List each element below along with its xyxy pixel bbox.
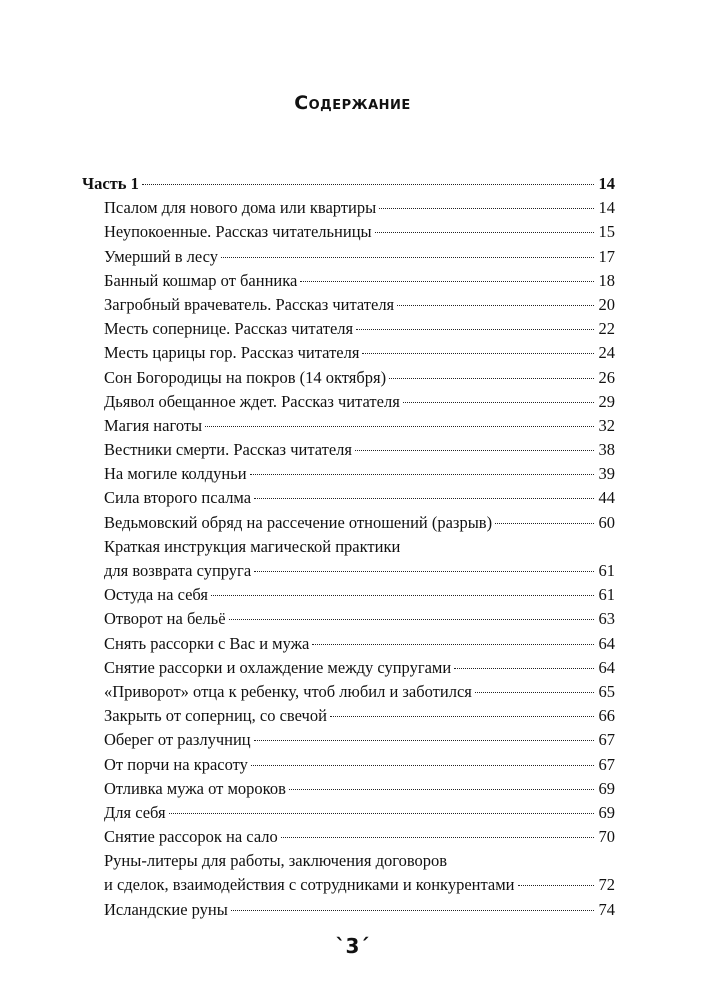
- toc-entry[interactable]: [104, 559, 615, 583]
- toc-entry[interactable]: [104, 583, 615, 607]
- toc-entry-page: 64: [598, 633, 615, 653]
- toc-entry[interactable]: [104, 511, 615, 535]
- toc-entry-page: 26: [598, 367, 615, 387]
- toc-entry-title: Исландские руны: [104, 899, 228, 919]
- toc-entry[interactable]: [104, 898, 615, 922]
- dot-leader: [495, 523, 594, 524]
- dot-leader: [254, 498, 594, 499]
- toc-entry[interactable]: [104, 777, 615, 801]
- toc-entry[interactable]: [104, 245, 615, 269]
- toc-entry[interactable]: [104, 801, 615, 825]
- toc-entry[interactable]: [104, 196, 615, 220]
- dot-leader: [250, 474, 594, 475]
- toc-entry[interactable]: [104, 825, 615, 849]
- toc-entry[interactable]: [104, 438, 615, 462]
- dot-leader: [254, 740, 594, 741]
- toc-entry-title: Неупокоенные. Рассказ читательницы: [104, 222, 372, 242]
- toc-entry-title: Сила второго псалма: [104, 488, 252, 508]
- toc-entry-title: Снятие рассорок на сало: [104, 827, 278, 847]
- toc-entry[interactable]: [104, 414, 615, 438]
- toc-entry-title: Вестники смерти. Рассказ читателя: [104, 440, 352, 460]
- toc-entry[interactable]: [104, 873, 615, 897]
- toc-entry[interactable]: [104, 632, 615, 656]
- dot-leader: [475, 692, 594, 693]
- toc-entry-title: Месть сопернице. Рассказ читателя: [104, 319, 354, 339]
- toc-entry-title: Загробный врачеватель. Рассказ читателя: [104, 294, 395, 314]
- toc-part-heading[interactable]: [82, 172, 615, 196]
- toc-entry-title: Магия наготы: [104, 415, 203, 435]
- toc-entry-page: 66: [598, 706, 615, 726]
- dot-leader: [355, 450, 594, 451]
- toc-entry-page: 74: [598, 899, 615, 919]
- toc-entry[interactable]: [104, 656, 615, 680]
- page-number: `3´: [335, 934, 370, 958]
- table-of-contents: [82, 172, 615, 922]
- toc-entry-title: Отворот на бельё: [104, 609, 226, 629]
- toc-entry-page: 61: [598, 561, 615, 580]
- dot-leader: [518, 885, 594, 886]
- dot-leader: [397, 305, 594, 306]
- toc-entry[interactable]: [104, 680, 615, 704]
- toc-entry-page: 67: [598, 754, 615, 774]
- toc-entry-title: Снять рассорки с Вас и мужа: [104, 633, 310, 653]
- dot-leader: [330, 716, 594, 717]
- dot-leader: [379, 208, 594, 209]
- toc-entry-page: 24: [598, 343, 615, 363]
- toc-entry-title: Умерший в лесу: [104, 246, 218, 266]
- toc-entry-title: для возврата супруга: [104, 561, 252, 580]
- dot-leader: [289, 789, 594, 790]
- toc-entry-title: Остуда на себя: [104, 585, 208, 605]
- toc-entry[interactable]: [104, 341, 615, 365]
- toc-entry-title: На могиле колдуньи: [104, 464, 247, 484]
- toc-entry[interactable]: [104, 293, 615, 317]
- toc-entry-page: 20: [598, 294, 615, 314]
- toc-entry-title: Банный кошмар от банника: [104, 270, 298, 290]
- dot-leader: [211, 595, 594, 596]
- toc-entry-title: Оберег от разлучниц: [104, 730, 251, 750]
- toc-entry-first-line: Руны-литеры для работы, заключения договоров: [104, 851, 448, 871]
- toc-entry[interactable]: [104, 486, 615, 510]
- toc-entry-title: Псалом для нового дома или квартиры: [104, 198, 377, 218]
- toc-entry-page: 72: [598, 875, 615, 895]
- toc-entry-page: 63: [598, 609, 615, 629]
- toc-entry[interactable]: [104, 220, 615, 244]
- toc-entry-title: и сделок, взаимодействия с сотрудниками и конкурентами: [104, 875, 515, 895]
- toc-entry-title: Дьявол обещанное ждет. Рассказ читателя: [104, 391, 400, 411]
- toc-entry[interactable]: [104, 704, 615, 728]
- toc-part-page: 14: [598, 174, 615, 193]
- toc-entry-page: 70: [598, 827, 615, 847]
- dot-leader: [229, 619, 594, 620]
- toc-entry-title: Отливка мужа от мороков: [104, 778, 286, 798]
- toc-entry-page: 69: [598, 778, 615, 798]
- toc-entry-page: 15: [598, 222, 615, 242]
- toc-entry-title: Для себя: [104, 802, 166, 822]
- toc-entry-page: 64: [598, 657, 615, 677]
- toc-entry-title: Закрыть от соперниц, со свечой: [104, 706, 327, 726]
- toc-entry-first-line: Краткая инструкция магической практики: [104, 536, 401, 556]
- toc-entry-page: 17: [598, 246, 615, 266]
- toc-entry-title: «Приворот» отца к ребенку, чтоб любил и заботился: [104, 681, 472, 701]
- dot-leader: [231, 910, 594, 911]
- toc-entry-page: 69: [598, 802, 615, 822]
- dot-leader: [375, 232, 594, 233]
- toc-entry-title: Сон Богородицы на покров (14 октября): [104, 367, 387, 387]
- dot-leader: [403, 402, 594, 403]
- toc-entry-page: 60: [598, 512, 615, 532]
- dot-leader: [362, 353, 594, 354]
- dot-leader: [254, 571, 594, 572]
- toc-entry-page: 61: [598, 585, 615, 605]
- toc-entry-page: 44: [598, 488, 615, 508]
- dot-leader: [454, 668, 594, 669]
- toc-entry[interactable]: [104, 390, 615, 414]
- toc-entry[interactable]: [104, 753, 615, 777]
- dot-leader: [221, 257, 594, 258]
- page-title: Содержание: [294, 92, 411, 114]
- toc-entry-page: 65: [598, 681, 615, 701]
- toc-entry-page: 67: [598, 730, 615, 750]
- dot-leader: [205, 426, 594, 427]
- dot-leader: [356, 329, 594, 330]
- toc-part-label: Часть 1: [82, 174, 139, 193]
- toc-entry-title: Ведьмовский обряд на рассечение отношений (разрыв): [104, 512, 493, 532]
- toc-entry[interactable]: [104, 728, 615, 752]
- dot-leader: [300, 281, 594, 282]
- toc-entry-page: 22: [598, 319, 615, 339]
- toc-entry-page: 39: [598, 464, 615, 484]
- toc-entry-page: 14: [598, 198, 615, 218]
- toc-entry-title: От порчи на красоту: [104, 754, 248, 774]
- toc-entry[interactable]: [104, 317, 615, 341]
- toc-entry[interactable]: [104, 607, 615, 631]
- toc-entry[interactable]: [104, 269, 615, 293]
- toc-entry-page: 38: [598, 440, 615, 460]
- dot-leader: [312, 644, 594, 645]
- dot-leader: [169, 813, 594, 814]
- toc-entry-page: 32: [598, 415, 615, 435]
- dot-leader: [142, 184, 594, 185]
- toc-entry-title: Месть царицы гор. Рассказ читателя: [104, 343, 360, 363]
- toc-entry[interactable]: [104, 462, 615, 486]
- dot-leader: [281, 837, 594, 838]
- toc-entry-page: 29: [598, 391, 615, 411]
- dot-leader: [389, 378, 594, 379]
- toc-entry-page: 18: [598, 270, 615, 290]
- toc-entry-title: Снятие рассорки и охлаждение между супругами: [104, 657, 452, 677]
- dot-leader: [251, 765, 594, 766]
- toc-entry[interactable]: [104, 366, 615, 390]
